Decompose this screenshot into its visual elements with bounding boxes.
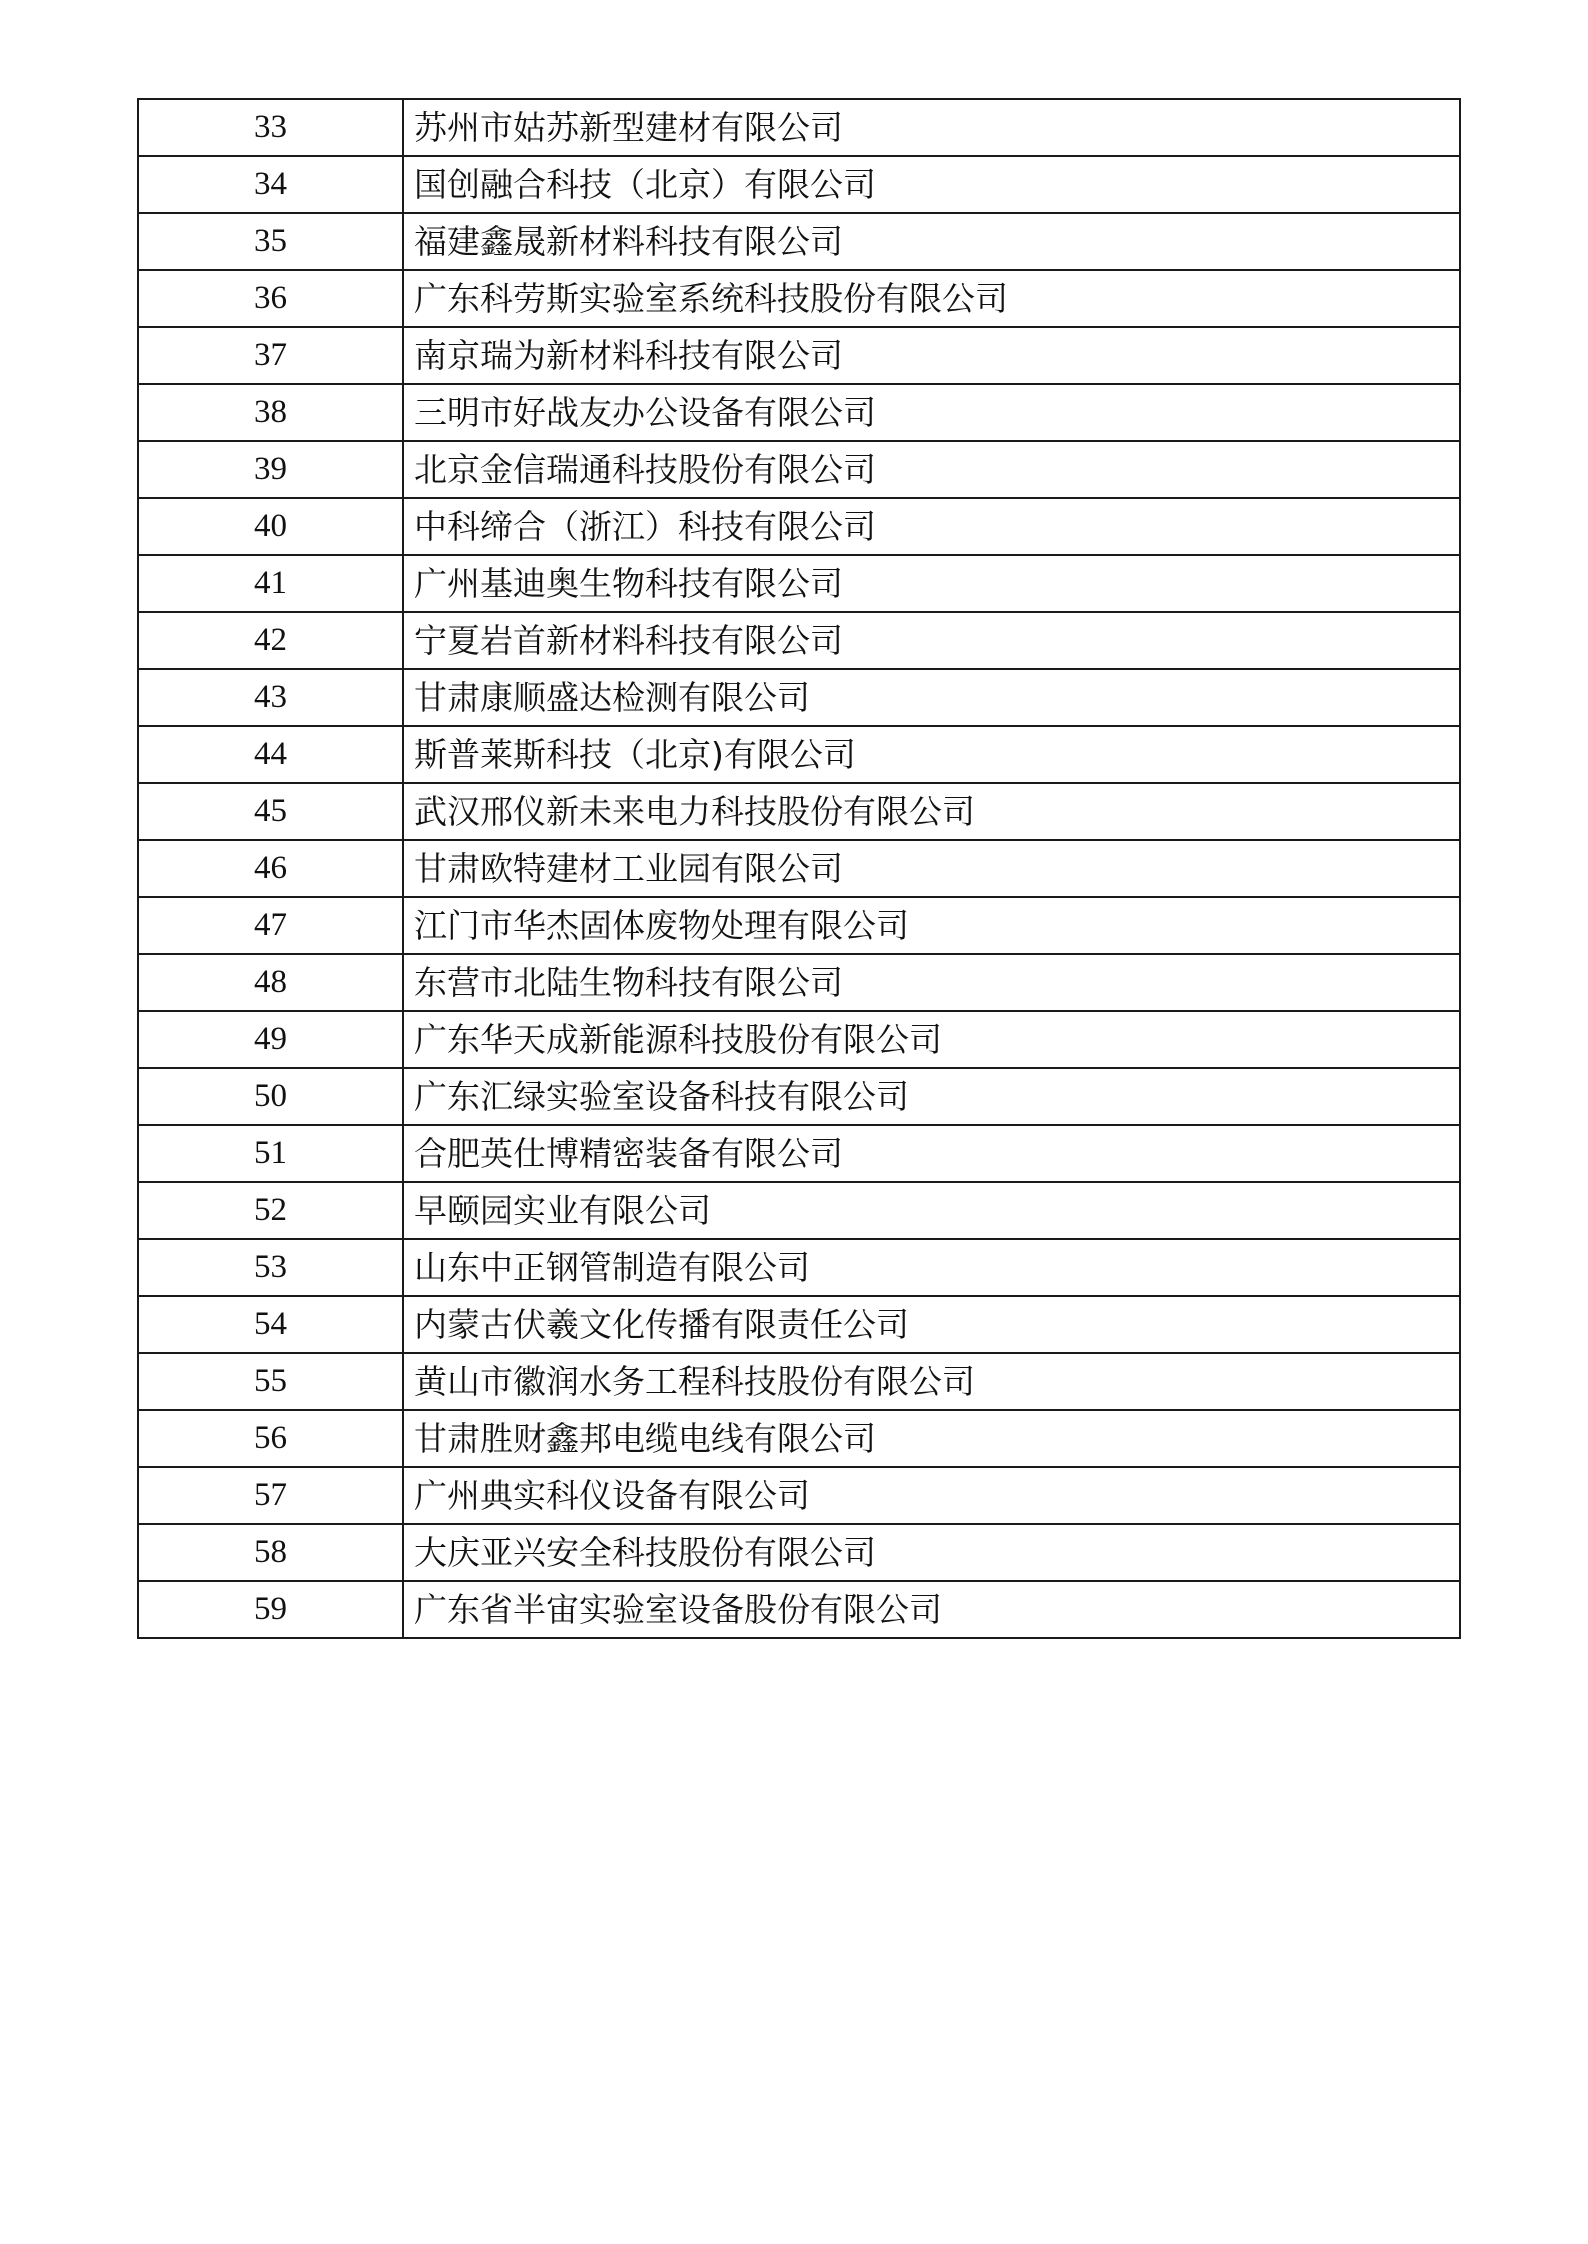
table-row <box>138 1353 1460 1410</box>
company-name: 福建鑫晟新材料科技有限公司 <box>403 213 1460 270</box>
row-number: 49 <box>138 1011 403 1068</box>
table-row <box>138 1125 1460 1182</box>
company-name: 黄山市徽润水务工程科技股份有限公司 <box>403 1353 1460 1410</box>
company-name: 甘肃欧特建材工业园有限公司 <box>403 840 1460 897</box>
row-number: 42 <box>138 612 403 669</box>
row-number: 47 <box>138 897 403 954</box>
company-name: 武汉邢仪新未来电力科技股份有限公司 <box>403 783 1460 840</box>
table-row <box>138 1581 1460 1638</box>
company-name: 早颐园实业有限公司 <box>403 1182 1460 1239</box>
table-row <box>138 1068 1460 1125</box>
company-name: 广东科劳斯实验室系统科技股份有限公司 <box>403 270 1460 327</box>
table-row <box>138 669 1460 726</box>
table-row <box>138 612 1460 669</box>
company-name: 广东省半宙实验室设备股份有限公司 <box>403 1581 1460 1638</box>
company-list-table <box>137 98 1461 1639</box>
table-row <box>138 555 1460 612</box>
row-number: 39 <box>138 441 403 498</box>
table-row <box>138 726 1460 783</box>
table-row <box>138 954 1460 1011</box>
table-row <box>138 783 1460 840</box>
row-number: 45 <box>138 783 403 840</box>
row-number: 53 <box>138 1239 403 1296</box>
company-name: 甘肃康顺盛达检测有限公司 <box>403 669 1460 726</box>
row-number: 56 <box>138 1410 403 1467</box>
table-row <box>138 1239 1460 1296</box>
row-number: 38 <box>138 384 403 441</box>
company-name: 内蒙古伏羲文化传播有限责任公司 <box>403 1296 1460 1353</box>
company-name: 山东中正钢管制造有限公司 <box>403 1239 1460 1296</box>
row-number: 40 <box>138 498 403 555</box>
row-number: 57 <box>138 1467 403 1524</box>
table-row <box>138 213 1460 270</box>
company-name: 大庆亚兴安全科技股份有限公司 <box>403 1524 1460 1581</box>
company-list-body <box>138 99 1460 1638</box>
row-number: 52 <box>138 1182 403 1239</box>
company-name: 江门市华杰固体废物处理有限公司 <box>403 897 1460 954</box>
table-row <box>138 1467 1460 1524</box>
row-number: 54 <box>138 1296 403 1353</box>
row-number: 50 <box>138 1068 403 1125</box>
table-row <box>138 441 1460 498</box>
row-number: 59 <box>138 1581 403 1638</box>
table-row <box>138 840 1460 897</box>
row-number: 43 <box>138 669 403 726</box>
table-row <box>138 498 1460 555</box>
table-row <box>138 270 1460 327</box>
row-number: 58 <box>138 1524 403 1581</box>
company-name: 北京金信瑞通科技股份有限公司 <box>403 441 1460 498</box>
row-number: 33 <box>138 99 403 156</box>
table-row <box>138 897 1460 954</box>
table-row <box>138 1011 1460 1068</box>
row-number: 35 <box>138 213 403 270</box>
company-name: 合肥英仕博精密装备有限公司 <box>403 1125 1460 1182</box>
company-name: 斯普莱斯科技（北京)有限公司 <box>403 726 1460 783</box>
company-name: 甘肃胜财鑫邦电缆电线有限公司 <box>403 1410 1460 1467</box>
company-name: 宁夏岩首新材料科技有限公司 <box>403 612 1460 669</box>
table-row <box>138 327 1460 384</box>
table-row <box>138 156 1460 213</box>
row-number: 37 <box>138 327 403 384</box>
company-name: 苏州市姑苏新型建材有限公司 <box>403 99 1460 156</box>
row-number: 48 <box>138 954 403 1011</box>
row-number: 34 <box>138 156 403 213</box>
table-row <box>138 99 1460 156</box>
row-number: 36 <box>138 270 403 327</box>
table-row <box>138 1296 1460 1353</box>
row-number: 41 <box>138 555 403 612</box>
company-name: 南京瑞为新材料科技有限公司 <box>403 327 1460 384</box>
table-row <box>138 1524 1460 1581</box>
company-name: 中科缔合（浙江）科技有限公司 <box>403 498 1460 555</box>
company-name: 广州典实科仪设备有限公司 <box>403 1467 1460 1524</box>
table-row <box>138 1182 1460 1239</box>
table-row <box>138 1410 1460 1467</box>
row-number: 44 <box>138 726 403 783</box>
row-number: 46 <box>138 840 403 897</box>
company-name: 广州基迪奥生物科技有限公司 <box>403 555 1460 612</box>
company-name: 三明市好战友办公设备有限公司 <box>403 384 1460 441</box>
table-row <box>138 384 1460 441</box>
company-name: 广东汇绿实验室设备科技有限公司 <box>403 1068 1460 1125</box>
company-name: 广东华天成新能源科技股份有限公司 <box>403 1011 1460 1068</box>
company-name: 国创融合科技（北京）有限公司 <box>403 156 1460 213</box>
row-number: 55 <box>138 1353 403 1410</box>
company-name: 东营市北陆生物科技有限公司 <box>403 954 1460 1011</box>
row-number: 51 <box>138 1125 403 1182</box>
